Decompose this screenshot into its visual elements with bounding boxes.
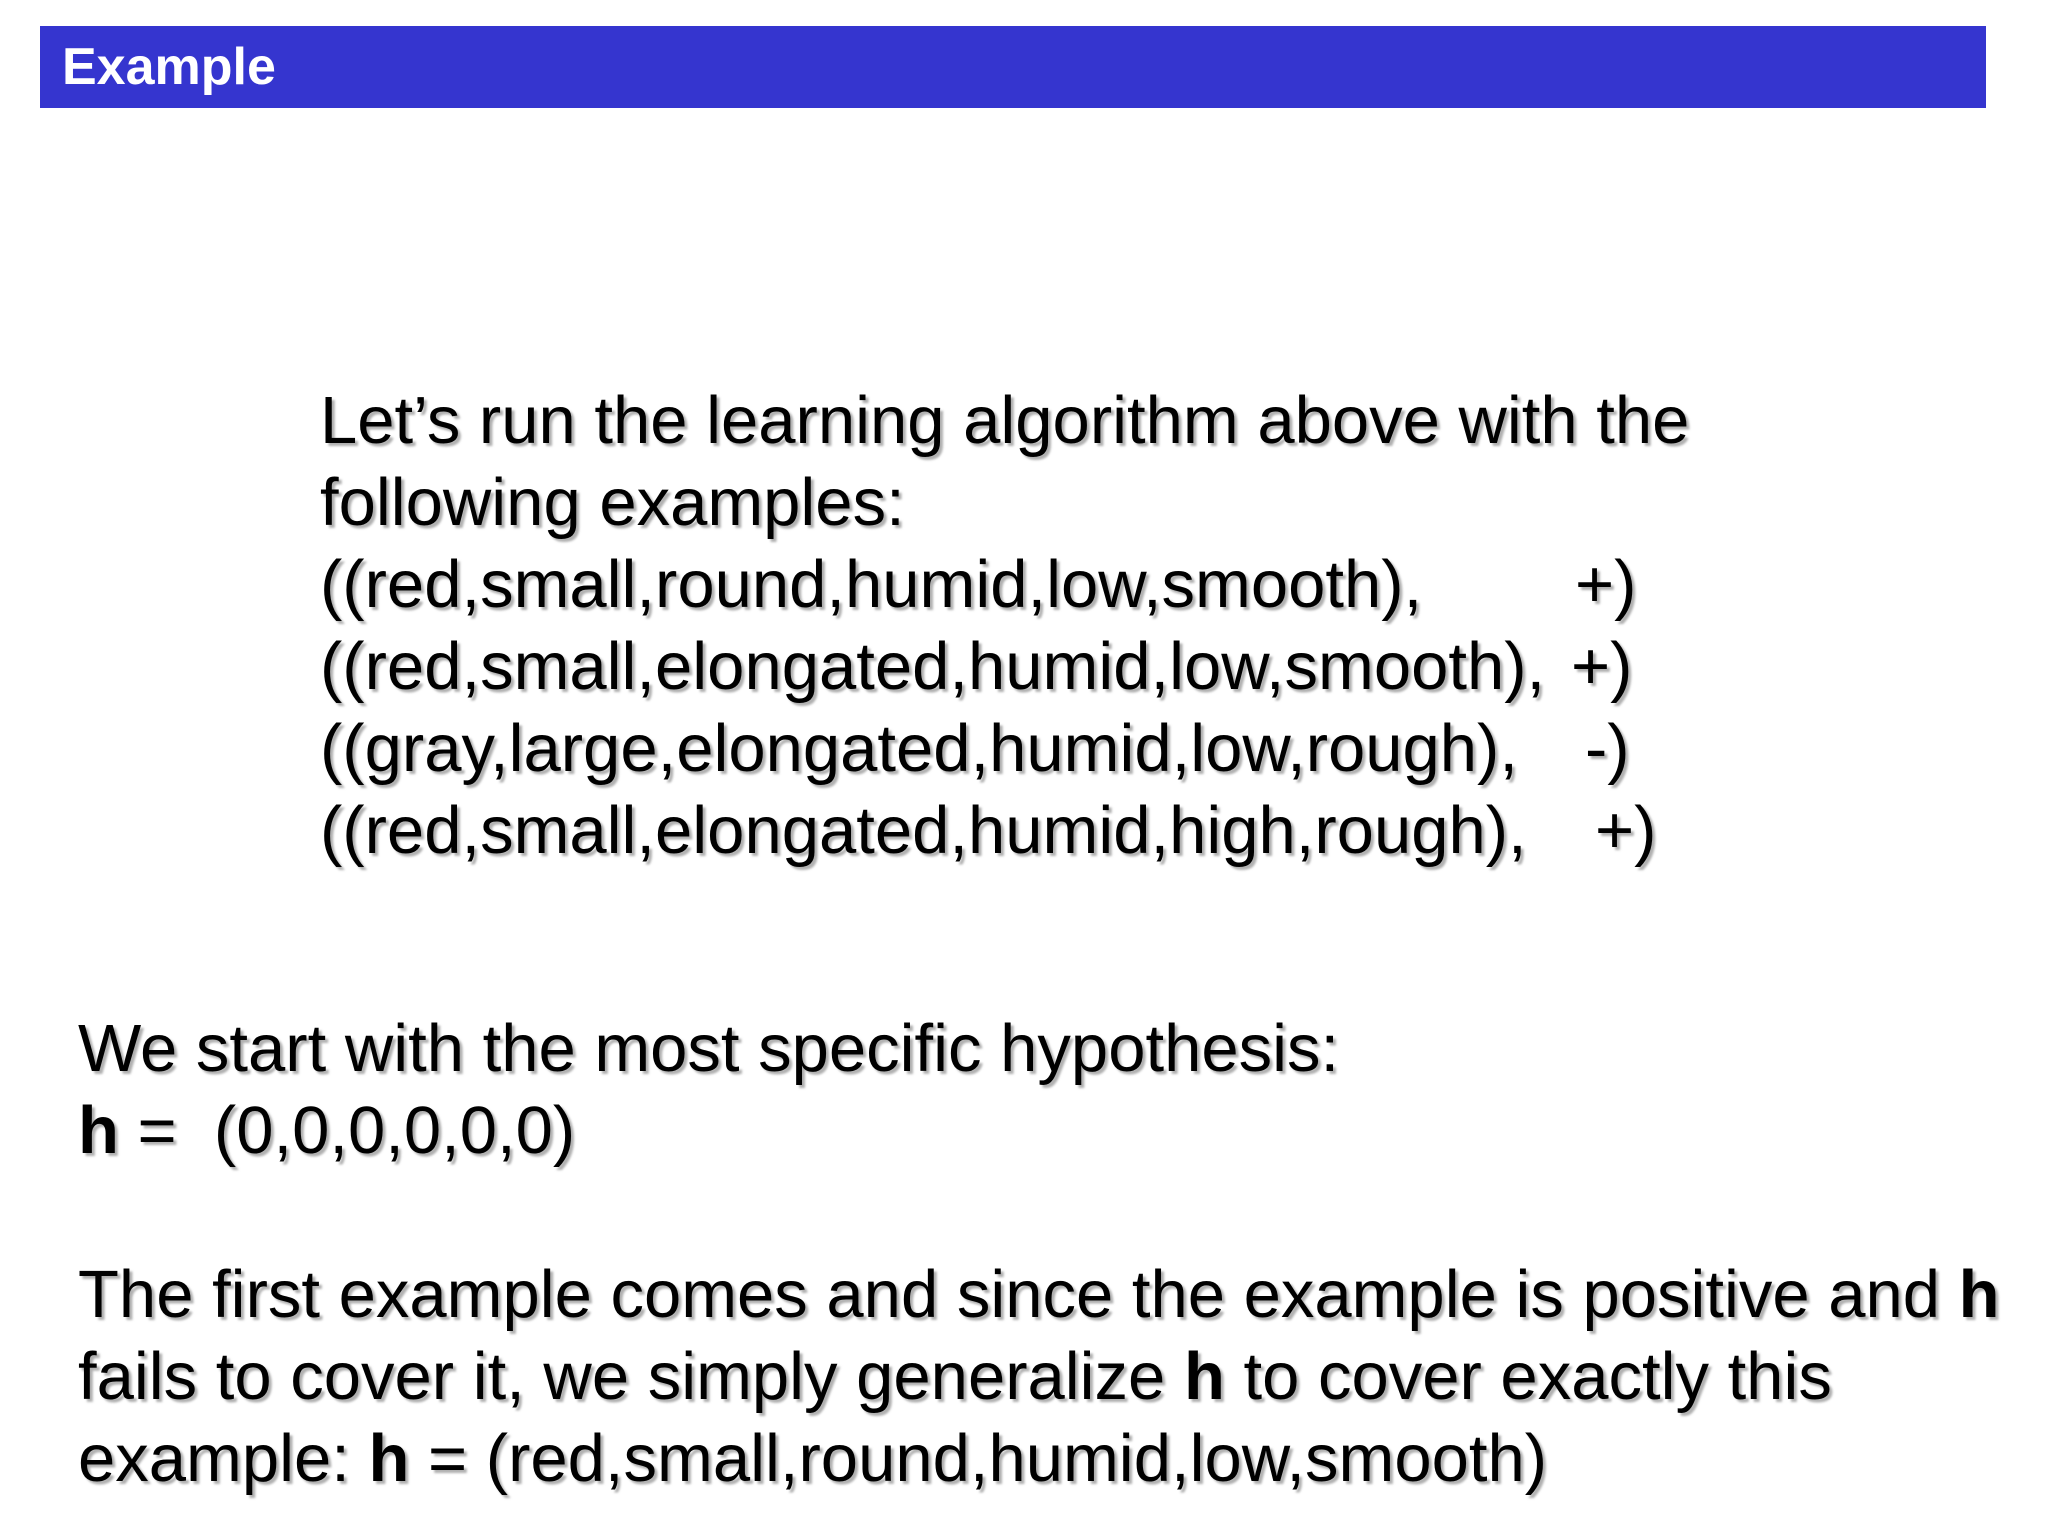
first-example-paragraph [78, 1254, 2000, 1500]
first-line-1 [78, 1254, 2000, 1336]
h-symbol: h [368, 1421, 410, 1496]
example-label: +) [1595, 793, 1657, 868]
example-label: -) [1585, 711, 1630, 786]
first-line-3-text-b: = (red,small,round,humid,low,smooth) [409, 1421, 1548, 1496]
first-line-3 [78, 1418, 2000, 1500]
example-tuple: ((red,small,elongated,humid,low,smooth), [320, 629, 1546, 704]
example-tuple: ((gray,large,elongated,humid,low,rough), [320, 711, 1518, 786]
start-line-1: We start with the most specific hypothesis: [78, 1011, 1340, 1086]
h-value: (0,0,0,0,0,0) [213, 1093, 576, 1168]
slide-title: Example [62, 38, 276, 96]
examples-list [320, 544, 1720, 872]
example-tuple: ((red,small,elongated,humid,high,rough), [320, 793, 1527, 868]
h-symbol: h [1958, 1257, 2000, 1332]
first-line-2-text-a: fails to cover it, we simply generalize [78, 1339, 1184, 1414]
intro-line-1: Let’s run the learning algorithm above with the [320, 383, 1690, 458]
example-item [320, 790, 1720, 872]
first-line-2 [78, 1336, 2000, 1418]
example-label: +) [1575, 547, 1637, 622]
slide-title-bar [40, 26, 1986, 108]
start-hypothesis-paragraph [78, 1008, 1339, 1172]
intro-line-2: following examples: [320, 465, 905, 540]
intro-paragraph [320, 380, 1689, 544]
example-label: +) [1571, 629, 1633, 704]
first-line-3-text-a: example: [78, 1421, 369, 1496]
h-symbol: h [78, 1093, 119, 1168]
hypothesis-line [78, 1090, 1339, 1172]
first-line-1-text: The first example comes and since the example is positive and [78, 1257, 1959, 1332]
first-line-2-text-b: to cover exactly this [1224, 1339, 1832, 1414]
example-item [320, 626, 1720, 708]
example-item [320, 708, 1720, 790]
h-symbol: h [1183, 1339, 1225, 1414]
h-equals: = [118, 1093, 214, 1168]
example-tuple: ((red,small,round,humid,low,smooth), [320, 547, 1423, 622]
example-item [320, 544, 1720, 626]
